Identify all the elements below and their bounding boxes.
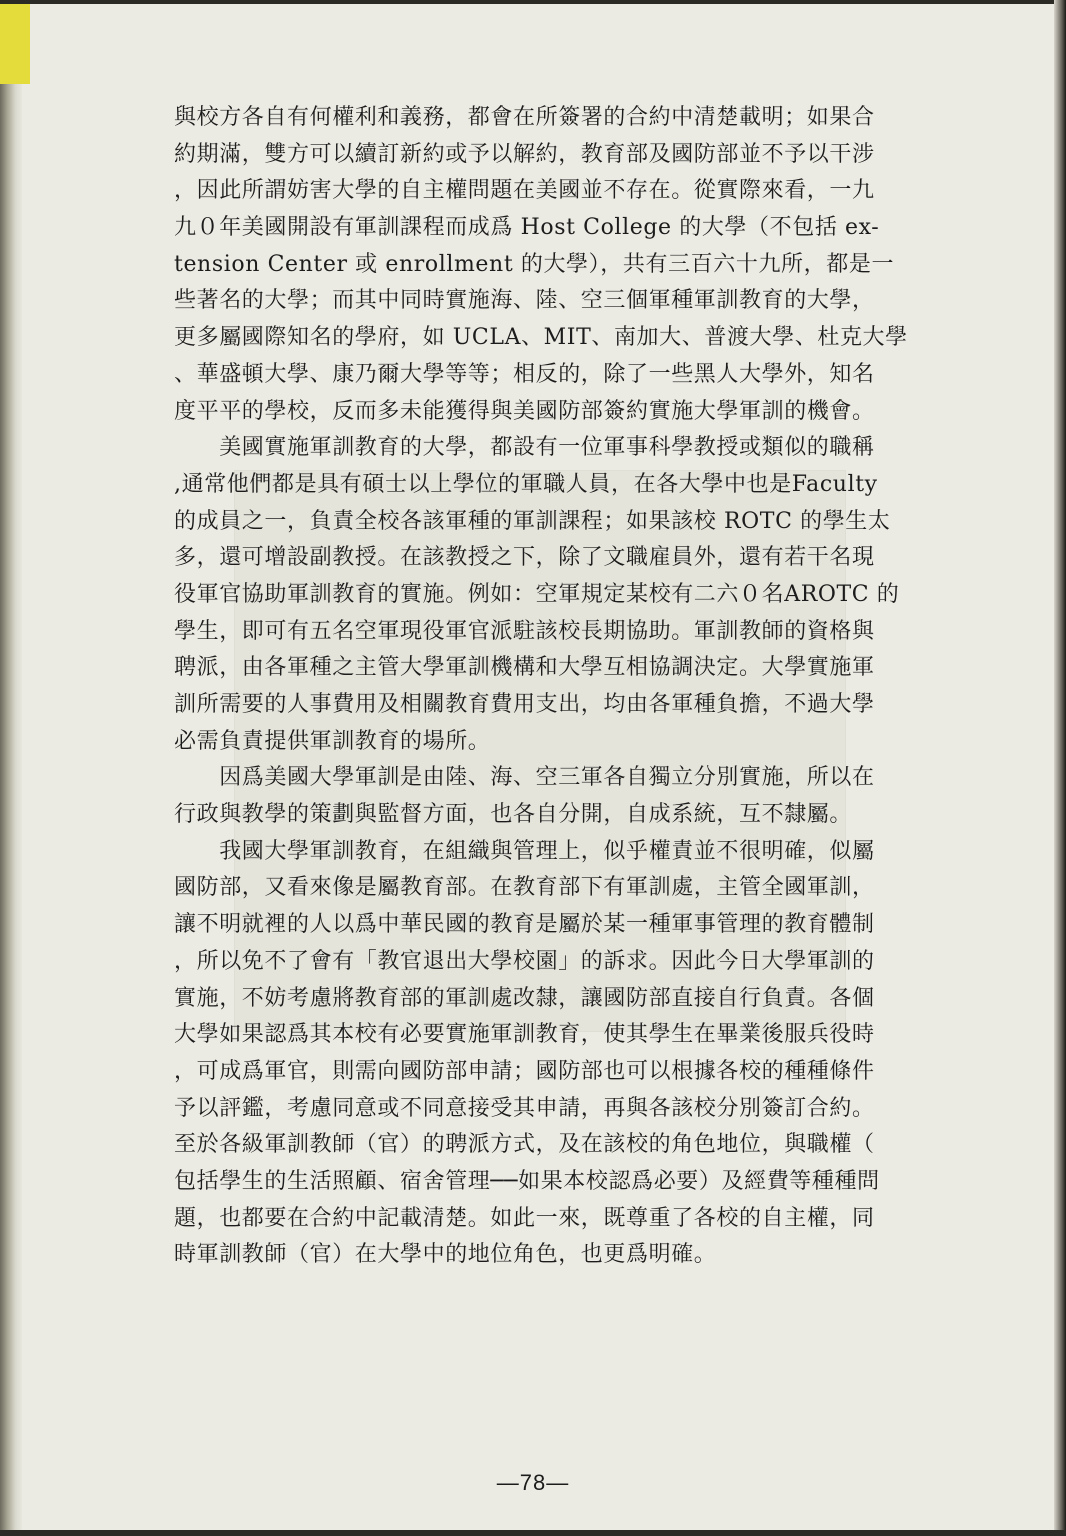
color-calibration-strip — [0, 4, 30, 84]
text-line: 役軍官協助軍訓教育的實施。例如：空軍規定某校有二六０名AROTC 的 — [174, 581, 900, 607]
text-line: 聘派，由各軍種之主管大學軍訓機構和大學互相協調決定。大學實施軍 — [174, 655, 875, 681]
text-line: 行政與教學的策劃與監督方面，也各自分開，自成系統，互不隸屬。 — [174, 802, 853, 828]
text-line: 些著名的大學；而其中同時實施海、陸、空三個軍種軍訓教育的大學， — [174, 288, 875, 314]
text-line: 、華盛頓大學、康乃爾大學等等；相反的，除了一些黑人大學外，知名 — [174, 361, 875, 387]
text-line: 大學如果認爲其本校有必要實施軍訓教育，使其學生在畢業後服兵役時 — [174, 1022, 875, 1048]
text-line: 予以評鑑，考慮同意或不同意接受其申請，再與各該校分別簽訂合約。 — [174, 1095, 875, 1121]
text-line: 因爲美國大學軍訓是由陸、海、空三軍各自獨立分別實施，所以在 — [174, 765, 875, 791]
scan-border-top — [0, 0, 1066, 4]
scan-border-bottom — [0, 1530, 1066, 1536]
text-line: 至於各級軍訓教師（官）的聘派方式，及在該校的角色地位，與職權（ — [174, 1132, 875, 1158]
text-line: 美國實施軍訓教育的大學，都設有一位軍事科學教授或類似的職稱 — [174, 435, 875, 461]
scan-border-right — [1054, 0, 1066, 1536]
text-line: 實施，不妨考慮將教育部的軍訓處改隸，讓國防部直接自行負責。各個 — [174, 985, 875, 1011]
text-line: 時軍訓教師（官）在大學中的地位角色，也更爲明確。 — [174, 1242, 717, 1268]
text-line: tension Center 或 enrollment 的大學），共有三百六十九所，都是一 — [174, 251, 895, 277]
text-line: 與校方各自有何權利和義務，都會在所簽署的合約中清楚載明；如果合 — [174, 105, 875, 130]
page-edge — [0, 0, 22, 1536]
text-line: 約期滿，雙方可以續訂新約或予以解約，教育部及國防部並不予以干涉 — [174, 141, 875, 167]
text-line: 題，也都要在合約中記載清楚。如此一來，既尊重了各校的自主權，同 — [174, 1205, 875, 1231]
text-line: 必需負責提供軍訓教育的場所。 — [174, 728, 491, 754]
text-line: 國防部，又看來像是屬教育部。在教育部下有軍訓處，主管全國軍訓， — [174, 875, 875, 901]
text-line: 訓所需要的人事費用及相關教育費用支出，均由各軍種負擔，不過大學 — [174, 692, 875, 717]
text-line: 的成員之一，負責全校各該軍種的軍訓課程；如果該校 ROTC 的學生太 — [174, 508, 891, 534]
body-text — [174, 100, 994, 1274]
text-line: ，可成爲軍官，則需向國防部申請；國防部也可以根據各校的種種條件 — [174, 1058, 875, 1084]
text-line: ，所以免不了會有「教官退出大學校園」的訴求。因此今日大學軍訓的 — [174, 948, 875, 974]
text-line: ，因此所謂妨害大學的自主權問題在美國並不存在。從實際來看，一九 — [174, 178, 875, 204]
text-line: ,通常他們都是具有碩士以上學位的軍職人員，在各大學中也是Faculty — [174, 471, 878, 497]
text-line: 包括學生的生活照顧、宿舍管理──如果本校認爲必要）及經費等種種問 — [174, 1168, 880, 1194]
text-line: 多，還可增設副教授。在該教授之下，除了文職雇員外，還有若干名現 — [174, 545, 875, 571]
text-line: 度平平的學校，反而多未能獲得與美國防部簽約實施大學軍訓的機會。 — [174, 398, 875, 424]
text-line: 九０年美國開設有軍訓課程而成爲 Host College 的大學（不包括 ex- — [174, 215, 880, 241]
page-number: —78— — [496, 1470, 570, 1495]
text-line: 讓不明就裡的人以爲中華民國的教育是屬於某一種軍事管理的教育體制 — [174, 912, 875, 938]
text-line: 學生，即可有五名空軍現役軍官派駐該校長期協助。軍訓教師的資格與 — [174, 618, 875, 644]
text-line: 我國大學軍訓教育，在組織與管理上，似乎權責並不很明確，似屬 — [174, 838, 875, 864]
text-line: 更多屬國際知名的學府，如 UCLA、MIT、南加大、普渡大學、杜克大學 — [174, 325, 908, 351]
